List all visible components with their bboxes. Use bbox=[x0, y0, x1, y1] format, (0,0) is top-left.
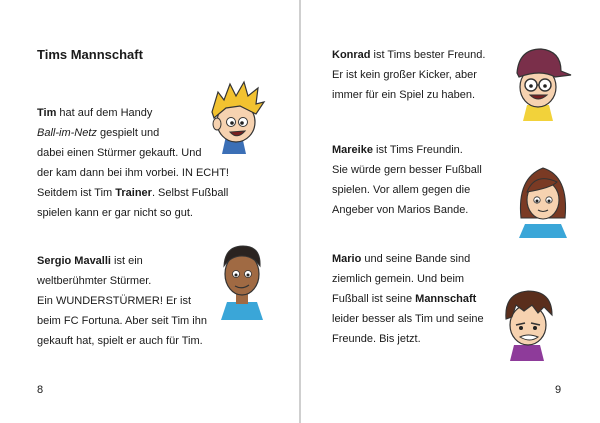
tim-name: Tim bbox=[37, 107, 57, 119]
mario-illustration bbox=[494, 283, 564, 361]
page-title: Tims Mannschaft bbox=[37, 47, 143, 62]
tim-paragraph: Tim hat auf dem Handy Ball-im-Netz gespielt und dabei einen Stürmer gekauft. Und der kam dann bei ihm vorbei. IN ECHT! Seitdem ist Tim Trainer. Selbst Fußball spielen kann er gar nicht so gut. bbox=[37, 107, 229, 219]
tim-illustration bbox=[200, 78, 270, 156]
left-page bbox=[0, 0, 299, 423]
konrad-name: Konrad bbox=[332, 49, 371, 61]
mareike-illustration bbox=[513, 158, 573, 240]
game-title: Ball-im-Netz bbox=[37, 127, 97, 139]
sergio-name: Sergio Mavalli bbox=[37, 255, 111, 267]
konrad-paragraph: Konrad ist Tims bester Freund. Er ist kein großer Kicker, aber immer für ein Spiel zu haben. bbox=[332, 49, 486, 101]
page-number-left: 8 bbox=[37, 384, 44, 396]
mario-paragraph: Mario und seine Bande sind ziemlich gemein. Und beim Fußball ist seine Mannschaft leider besser als Tim und seine Freunde. Bis jetzt. bbox=[332, 253, 484, 345]
konrad-illustration bbox=[505, 43, 575, 123]
right-page bbox=[301, 0, 600, 423]
sergio-illustration bbox=[213, 238, 271, 322]
mareike-name: Mareike bbox=[332, 144, 373, 156]
trainer-word: Trainer bbox=[115, 187, 152, 199]
mario-name: Mario bbox=[332, 253, 362, 265]
page-number-right: 9 bbox=[555, 384, 562, 396]
sergio-paragraph: Sergio Mavalli ist ein weltberühmter Stürmer. Ein WUNDERSTÜRMER! Er ist beim FC Fortuna. Aber seit Tim ihn gekauft hat, spielt er auch für Tim. bbox=[37, 255, 207, 347]
mannschaft-word: Mannschaft bbox=[415, 293, 477, 305]
mareike-paragraph: Mareike ist Tims Freundin. Sie würde gern besser Fußball spielen. Vor allem gegen die Angeber von Marios Bande. bbox=[332, 144, 482, 216]
